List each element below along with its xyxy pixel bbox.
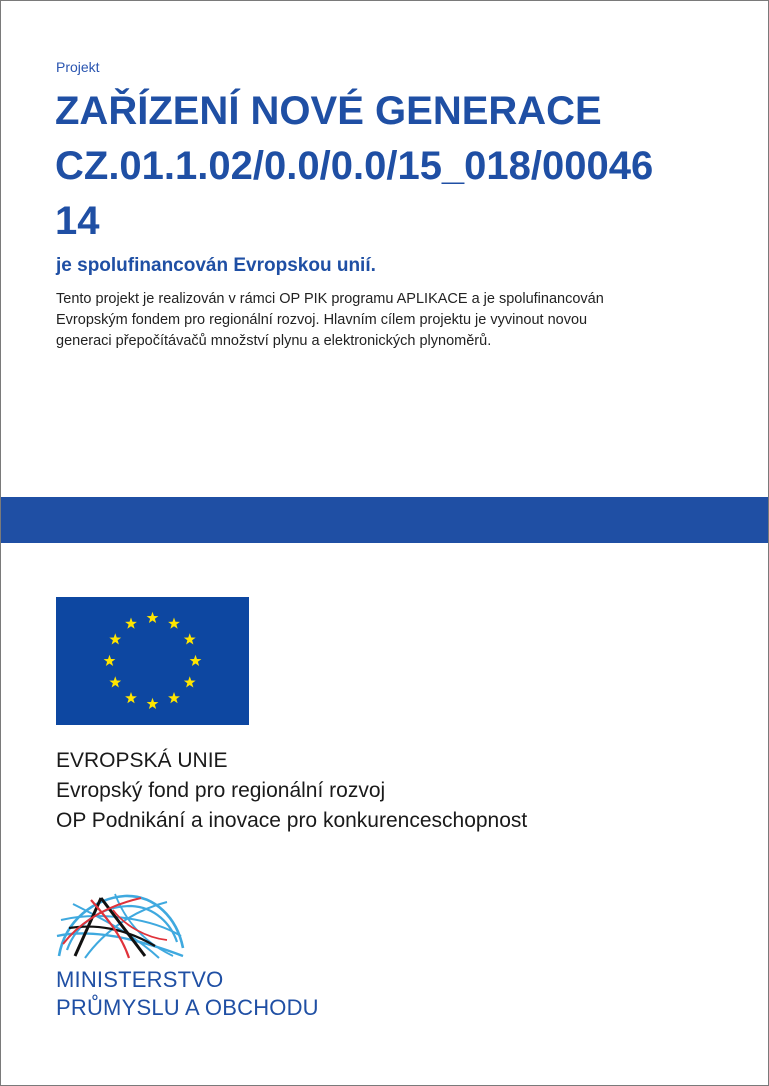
- project-description: [56, 289, 736, 352]
- project-title-line: CZ.01.1.02/0.0/0.0/15_018/00046: [55, 144, 654, 188]
- blue-band: [1, 497, 768, 543]
- cofinanced-statement: je spolufinancován Evropskou unií.: [56, 255, 376, 276]
- description-line: Tento projekt je realizován v rámci OP PIK programu APLIKACE a je spolufinancován: [56, 291, 604, 307]
- description-line: Evropským fondem pro regionální rozvoj. Hlavním cílem projektu je vyvinout novou: [56, 312, 588, 328]
- eu-fund: Evropský fond pro regionální rozvoj: [56, 779, 386, 802]
- eu-text-block: [56, 746, 527, 836]
- project-title: [55, 84, 755, 249]
- ministry-name-line: MINISTERSTVO: [56, 967, 224, 992]
- project-title-line: ZAŘÍZENÍ NOVÉ GENERACE: [55, 89, 602, 133]
- project-title-line: 14: [55, 199, 100, 243]
- ministry-name-line: PRŮMYSLU A OBCHODU: [56, 995, 319, 1020]
- eu-flag-icon: [56, 597, 249, 725]
- eu-programme: OP Podnikání a inovace pro konkurenceschopnost: [56, 809, 528, 832]
- description-line: generaci přepočítávačů množství plynu a elektronických plynoměrů.: [56, 333, 492, 349]
- eu-name: EVROPSKÁ UNIE: [56, 749, 228, 772]
- project-label: Projekt: [56, 59, 100, 75]
- mpo-globe-logo-icon: [55, 890, 187, 960]
- ministry-name: [56, 966, 319, 1022]
